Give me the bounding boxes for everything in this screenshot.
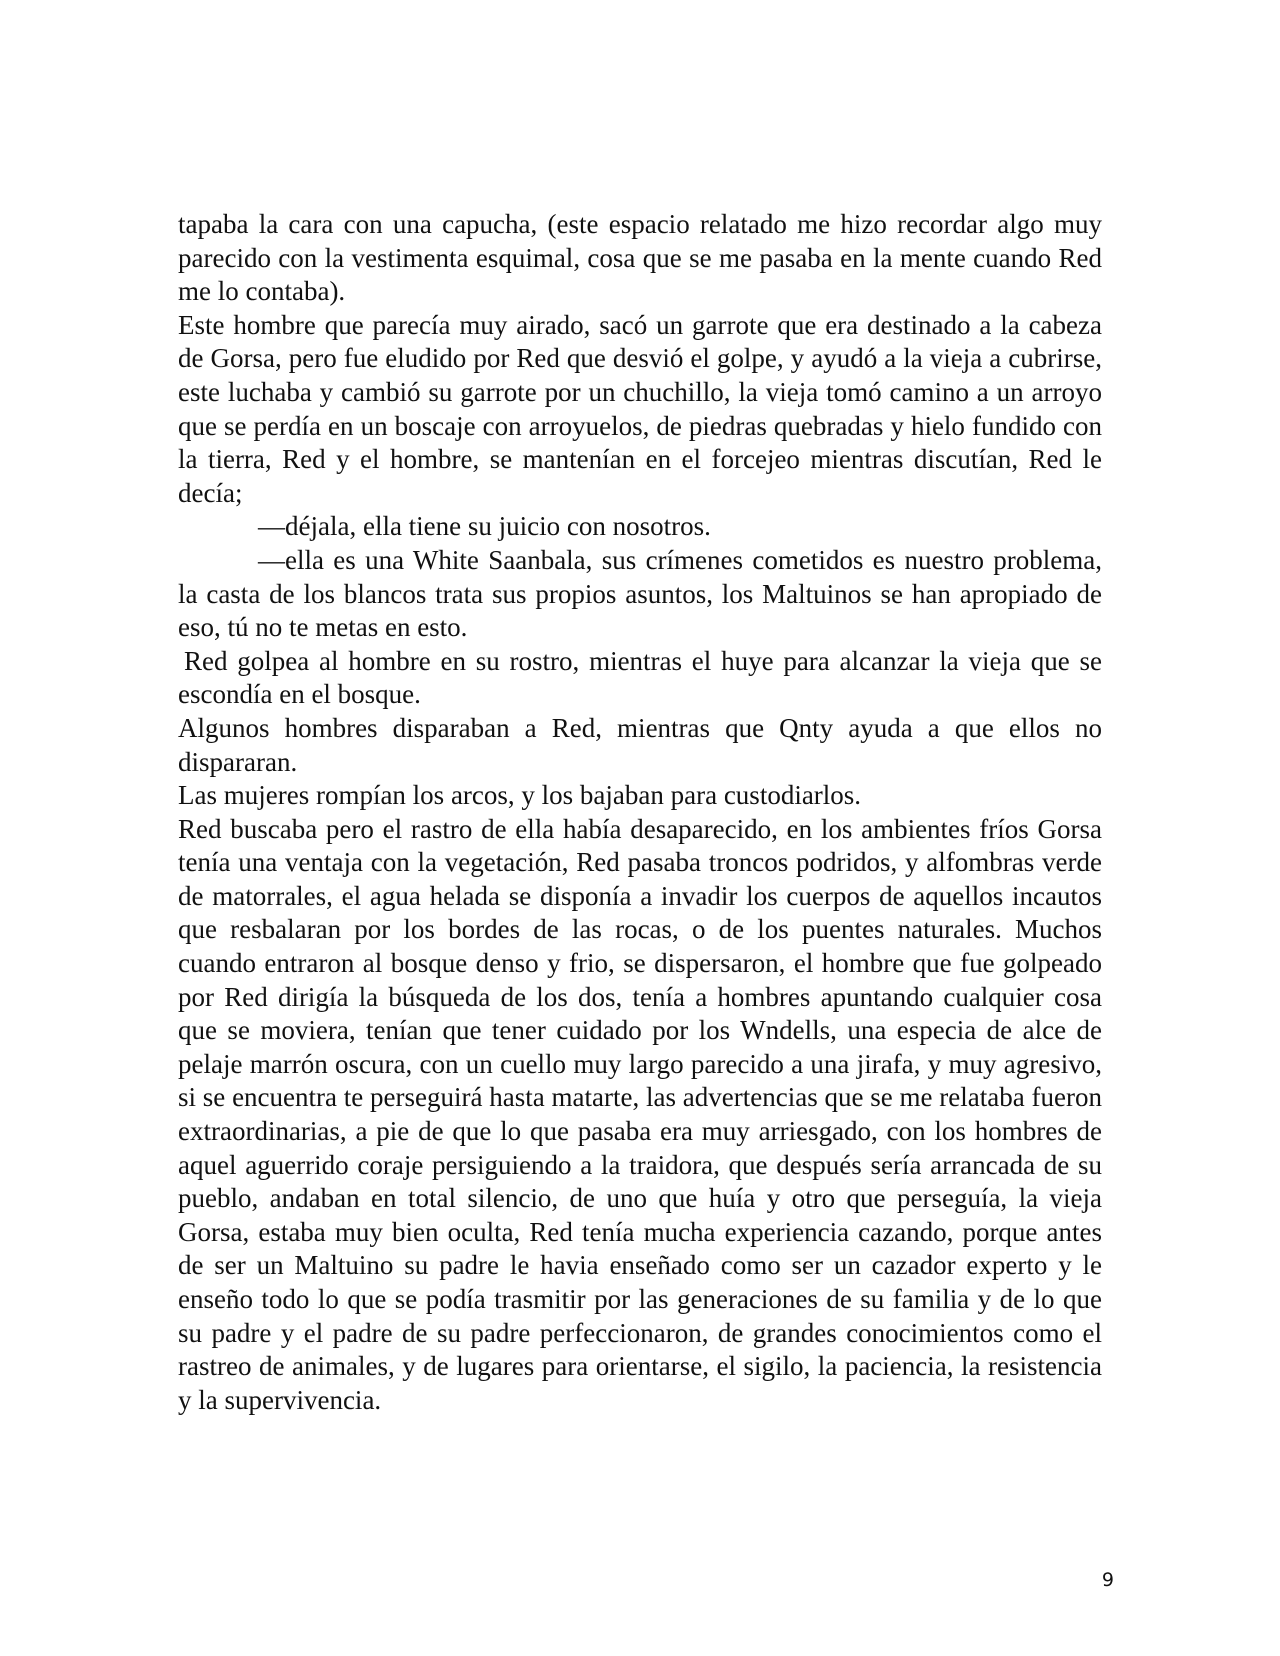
paragraph-hood-description: tapaba la cara con una capucha, (este espacio relatado me hizo recordar algo muy parecido con la vestimenta esquimal, cosa que se me pasaba en la mente cuando Red me lo contaba). — [178, 209, 1102, 307]
dialogue-line-red: —déjala, ella tiene su juicio con nosotros. — [258, 511, 711, 542]
paragraph-red-strikes: Red golpea al hombre en su rostro, mientras el huye para alcanzar la vieja que se escondía en el bosque. — [178, 645, 1102, 710]
page-number: 9 — [1101, 1569, 1114, 1591]
paragraph-women-bows: Las mujeres rompían los arcos, y los bajaban para custodiarlos. — [178, 780, 862, 811]
paragraph-fight-with-club: Este hombre que parecía muy airado, sacó un garrote que era destinado a la cabeza de Gorsa, pero fue eludido por Red que desvió el golpe, y ayudó a la vieja a cubrirse, este luchaba y cambió su garrote por un chuchillo, la vieja tomó camino a un arroyo que se perdía en un boscaje con arroyuelos, de piedras quebradas y hielo fundido con la tierra, Red y el hombre, se mantenían en el forcejeo mientras discutían, Red le decía; — [178, 309, 1102, 508]
paragraph-forest-search: Red buscaba pero el rastro de ella había desaparecido, en los ambientes fríos Gorsa tenía una ventaja con la vegetación, Red pasaba troncos podridos, y alfombras verde de matorrales, el agua helada se disponía a invadir los cuerpos de aquellos incautos que resbalaran por los bordes de las rocas, o de los puentes naturales. Muchos cuando entraron al bosque denso y frio, se dispersaron, el hombre que fue golpeado por Red dirigía la búsqueda de los dos, tenía a hombres apuntando cualquier cosa que se moviera, tenían que tener cuidado por los Wndells, una especia de alce de pelaje marrón oscura, con un cuello muy largo parecido a una jirafa, y muy agresivo, si se encuentra te perseguirá hasta matarte, las advertencias que se me relataba fueron extraordinarias, a pie de que lo que pasaba era muy arriesgado, con los hombres de aquel aguerrido coraje persiguiendo a la traidora, que después sería arrancada de su pueblo, andaban en total silencio, de uno que huía y otro que perseguía, la vieja Gorsa, estaba muy bien oculta, Red tenía mucha experiencia cazando, porque antes de ser un Maltuino su padre le havia enseñado como ser un cazador experto y le enseño todo lo que se podía trasmitir por las generaciones de su familia y de lo que su padre y el padre de su padre perfeccionaron, de grandes conocimientos como el rastreo de animales, y de lugares para orientarse, el sigilo, la paciencia, la resistencia y la supervivencia. — [178, 813, 1102, 1415]
dialogue-line-man: —ella es una White Saanbala, sus crímenes cometidos es nuestro problema, la casta de los blancos trata sus propios asuntos, los Maltuinos se han apropiado de eso, tú no te metas en esto. — [178, 544, 1102, 643]
paragraph-men-shooting: Algunos hombres disparaban a Red, mientras que Qnty ayuda a que ellos no dispararan. — [178, 712, 1102, 777]
body-text — [178, 208, 1102, 1417]
